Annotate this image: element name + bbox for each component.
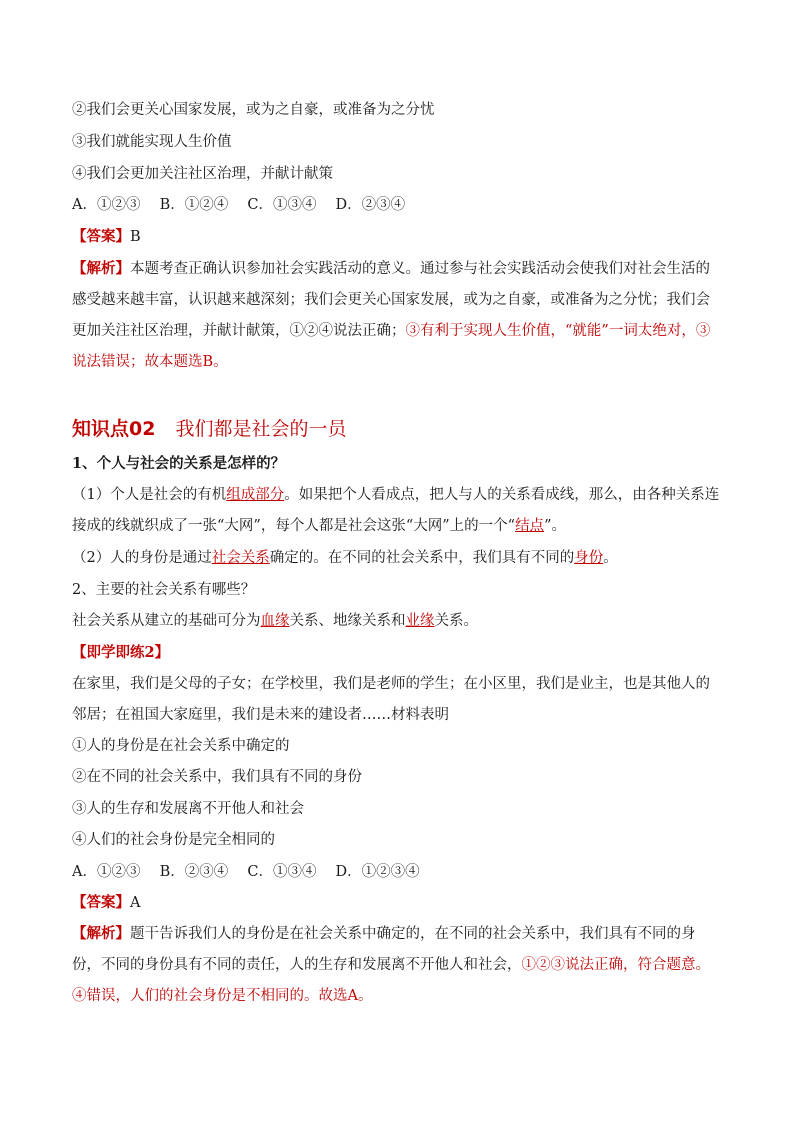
q1-option-4: ④我们会更加关注社区治理，并献计献策 bbox=[72, 166, 333, 182]
answer-tag: 【答案】 bbox=[72, 228, 130, 245]
answer-tag: 【答案】 bbox=[72, 894, 130, 911]
analysis-highlight: ③有利于实现人生价值，“就能”一词太绝对，③说法错误；故本题选B。 bbox=[72, 323, 711, 370]
section-1-heading: 1、个人与社会的关系是怎样的？ bbox=[72, 455, 286, 472]
text: 确定的。在不同的社会关系中，我们具有不同的 bbox=[269, 550, 575, 566]
analysis-text: 本题考查正确认识参加社会实践活动的意义。通过参与社会实践活动会使我们对社会生活的感受越来越丰富，认识越来越深刻；我们会更关心国家发展，或为之自豪，或准备为之分忧；我们会更加关注社区治理，并献计献策，①②④说法正确； bbox=[72, 261, 710, 339]
analysis-text: 题干告诉我们人的身份是在社会关系中确定的，在不同的社会关系中，我们具有不同的身份，不同的身份具有不同的责任，人的生存和发展离不开他人和社会， bbox=[72, 926, 696, 973]
q2-option-2: ②在不同的社会关系中，我们具有不同的身份 bbox=[72, 769, 362, 785]
keyword-underlined: 血缘 bbox=[260, 613, 290, 629]
section-1-paragraph-1 bbox=[72, 480, 724, 542]
q2-option-1: ①人的身份是在社会关系中确定的 bbox=[72, 738, 290, 754]
section-2-paragraph bbox=[72, 611, 732, 631]
section-1-paragraph-2 bbox=[72, 548, 732, 568]
q2-option-3: ③人的生存和发展离不开他人和社会 bbox=[72, 801, 304, 817]
knowledge-point-heading: 我们都是社会的一员 bbox=[175, 418, 347, 440]
q1-answer bbox=[72, 227, 732, 247]
text: 。 bbox=[603, 550, 618, 566]
text: 社会关系从建立的基础可分为 bbox=[72, 613, 261, 629]
text: 。如果把个人看成点，把人与人的关系看成线，那么，由各种关系连接成的线就织成了一张“大网”，每个人都是社会这张“大网”上的一个“ bbox=[72, 487, 720, 534]
text: 关系、地缘关系和 bbox=[289, 613, 406, 629]
q2-option-4: ④人们的社会身份是完全相同的 bbox=[72, 832, 275, 848]
analysis-tag: 【解析】 bbox=[72, 925, 130, 942]
q1-option-2: ②我们会更关心国家发展，或为之自豪，或准备为之分忧 bbox=[72, 102, 435, 118]
q1-choices: A．①②③ B．①②④ C．①③④ D．②③④ bbox=[72, 197, 406, 213]
text: 关系。 bbox=[434, 613, 478, 629]
q2-analysis bbox=[72, 918, 724, 1012]
analysis-tag: 【解析】 bbox=[72, 260, 130, 277]
keyword-underlined: 社会关系 bbox=[211, 550, 270, 566]
answer-value: B bbox=[130, 229, 141, 245]
knowledge-point-title bbox=[72, 416, 346, 442]
keyword-underlined: 身份 bbox=[574, 550, 604, 566]
text: ”。 bbox=[544, 518, 566, 534]
q2-choices: A．①②③ B．②③④ C．①③④ D．①②③④ bbox=[72, 864, 420, 880]
text: （2）人的身份是通过 bbox=[72, 550, 212, 566]
keyword-underlined: 组成部分 bbox=[226, 487, 285, 503]
q1-analysis bbox=[72, 253, 724, 378]
keyword-underlined: 业缘 bbox=[405, 613, 435, 629]
q2-stem: 在家里，我们是父母的子女；在学校里，我们是老师的学生；在小区里，我们是业主，也是其他人的邻居；在祖国大家庭里，我们是未来的建设者……材料表明 bbox=[72, 676, 710, 723]
practice-tag: 【即学即练2】 bbox=[72, 644, 170, 661]
text: （1）个人是社会的有机 bbox=[72, 487, 227, 503]
answer-value: A bbox=[130, 895, 141, 911]
keyword-underlined: 结点 bbox=[515, 518, 545, 534]
knowledge-point-label: 知识点02 bbox=[72, 418, 156, 440]
q2-answer bbox=[72, 893, 732, 913]
section-2-heading: 2、主要的社会关系有哪些？ bbox=[72, 582, 256, 598]
analysis-highlight: ①②③说法正确，符合题意。④错误，人们的社会身份是不相同的。故选A。 bbox=[72, 957, 710, 1004]
q1-option-3: ③我们就能实现人生价值 bbox=[72, 134, 232, 150]
